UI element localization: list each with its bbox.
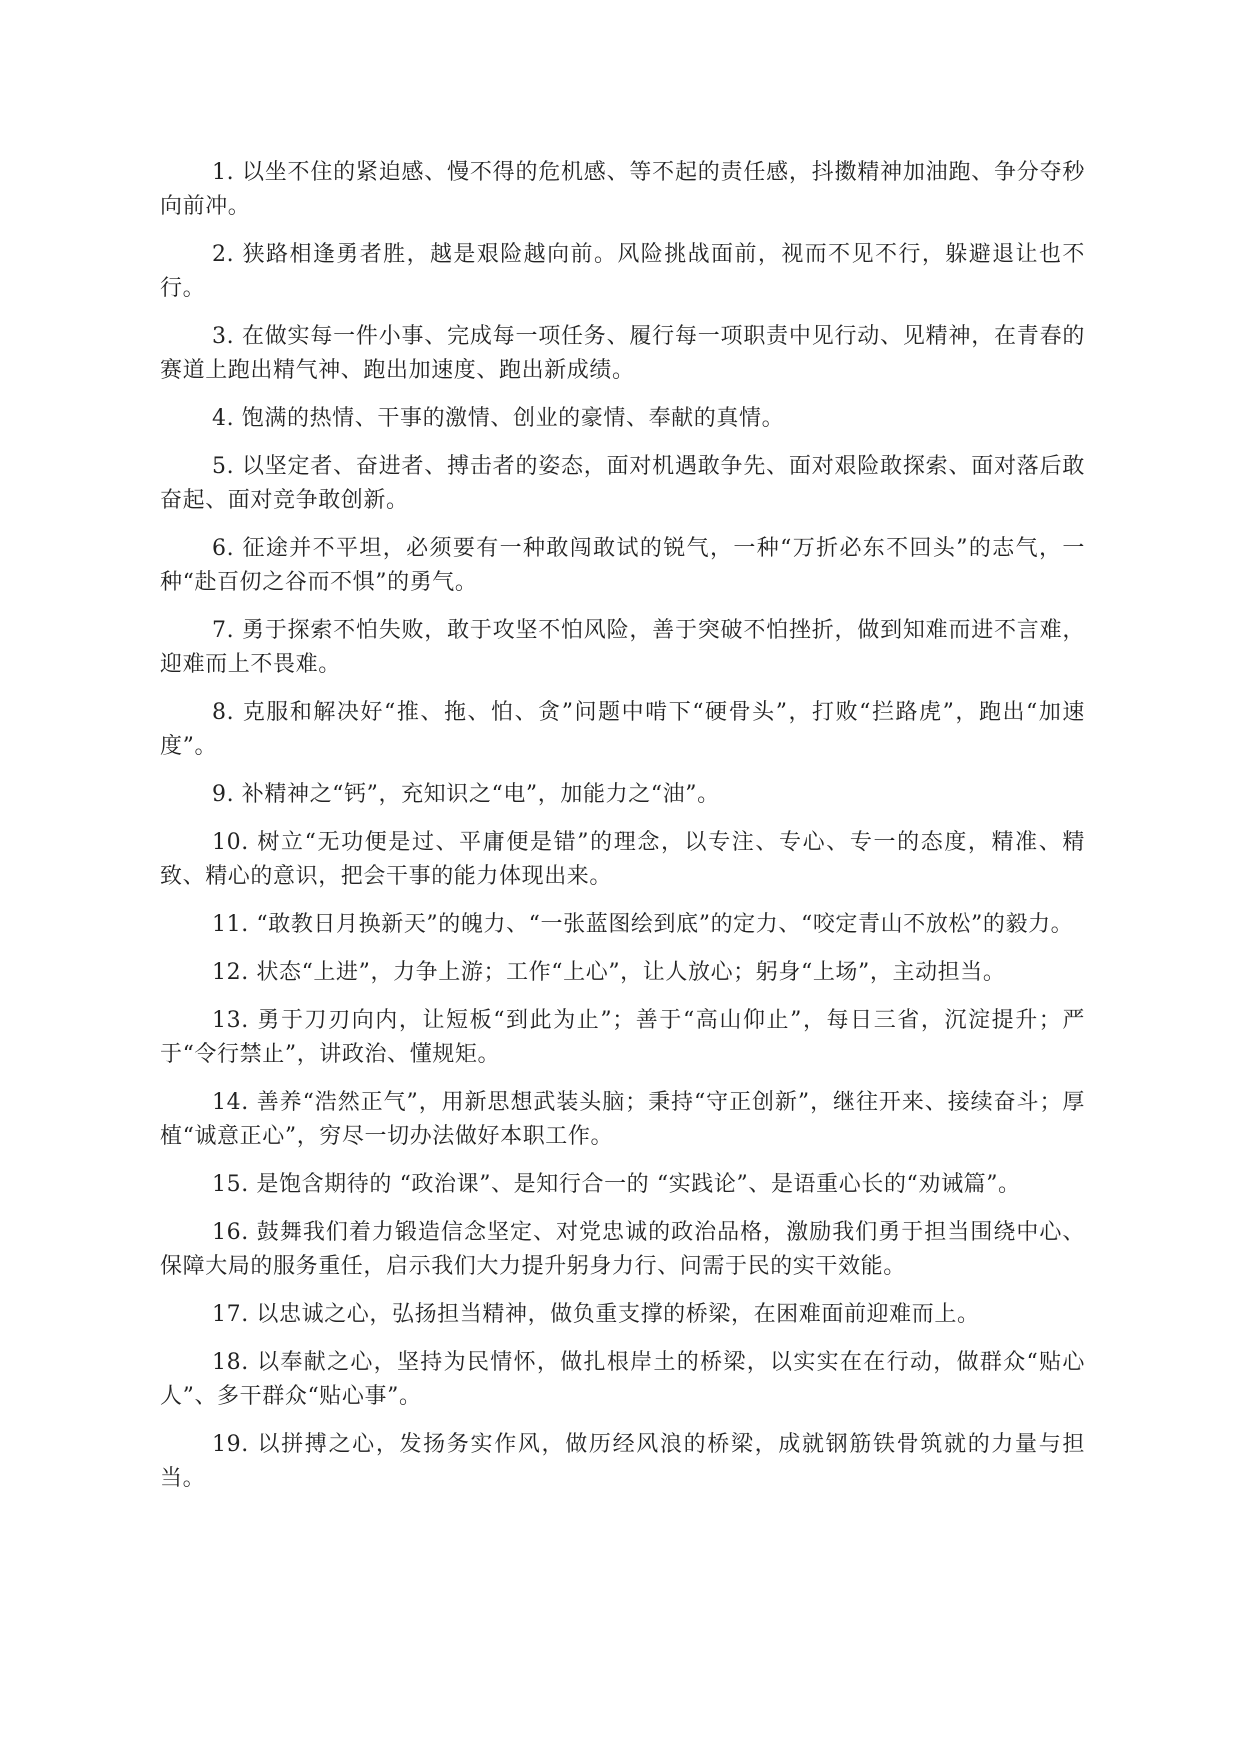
list-item: 12. 状态“上进”，力争上游；工作“上心”，让人放心；躬身“上场”，主动担当。	[212, 960, 1006, 985]
list-item: 15. 是饱含期待的 “政治课”、是知行合一的 “实践论”、是语重心长的“劝诫篇”。	[212, 1172, 1021, 1197]
list-item: 4. 饱满的热情、干事的激情、创业的豪情、奉献的真情。	[212, 406, 785, 431]
list-item: 9. 补精神之“钙”，充知识之“电”，加能力之“油”。	[212, 782, 720, 807]
list-item: 16. 鼓舞我们着力锻造信念坚定、对党忠诚的政治品格，激励我们勇于担当围绕中心、保障大局的服务重任，启示我们大力提升躬身力行、问需于民的实干效能。	[160, 1220, 1085, 1279]
list-item: 11. “敢教日月换新天”的魄力、“一张蓝图绘到底”的定力、“咬定青山不放松”的毅力。	[212, 912, 1074, 937]
list-item: 13. 勇于刀刃向内，让短板“到此为止”；善于“高山仰止”，每日三省，沉淀提升；严于“令行禁止”，讲政治、懂规矩。	[160, 1008, 1085, 1067]
list-item: 3. 在做实每一件小事、完成每一项任务、履行每一项职责中见行动、见精神，在青春的赛道上跑出精气神、跑出加速度、跑出新成绩。	[160, 324, 1085, 383]
list-item: 5. 以坚定者、奋进者、搏击者的姿态，面对机遇敢争先、面对艰险敢探索、面对落后敢奋起、面对竞争敢创新。	[160, 454, 1085, 513]
list-item: 8. 克服和解决好“推、拖、怕、贪”问题中啃下“硬骨头”，打败“拦路虎”，跑出“加速度”。	[160, 700, 1085, 759]
list-item: 10. 树立“无功便是过、平庸便是错”的理念，以专注、专心、专一的态度，精准、精致、精心的意识，把会干事的能力体现出来。	[160, 830, 1085, 889]
document-body	[160, 156, 1085, 1510]
list-item: 19. 以拼搏之心，发扬务实作风，做历经风浪的桥梁，成就钢筋铁骨筑就的力量与担当。	[160, 1432, 1085, 1491]
list-item: 14. 善养“浩然正气”，用新思想武装头脑；秉持“守正创新”，继往开来、接续奋斗；厚植“诚意正心”，穷尽一切办法做好本职工作。	[160, 1090, 1085, 1149]
list-item: 18. 以奉献之心，坚持为民情怀，做扎根岸土的桥梁，以实实在在行动，做群众“贴心人”、多干群众“贴心事”。	[160, 1350, 1085, 1409]
list-item: 6. 征途并不平坦，必须要有一种敢闯敢试的锐气，一种“万折必东不回头”的志气，一种“赴百仞之谷而不惧”的勇气。	[160, 536, 1085, 595]
list-item: 17. 以忠诚之心，弘扬担当精神，做负重支撑的桥梁，在困难面前迎难而上。	[212, 1302, 980, 1327]
list-item: 2. 狭路相逢勇者胜，越是艰险越向前。风险挑战面前，视而不见不行，躲避退让也不行。	[160, 242, 1085, 301]
list-item: 7. 勇于探索不怕失败，敢于攻坚不怕风险，善于突破不怕挫折，做到知难而进不言难，迎难而上不畏难。	[160, 618, 1085, 677]
list-item: 1. 以坐不住的紧迫感、慢不得的危机感、等不起的责任感，抖擞精神加油跑、争分夺秒向前冲。	[160, 160, 1085, 219]
